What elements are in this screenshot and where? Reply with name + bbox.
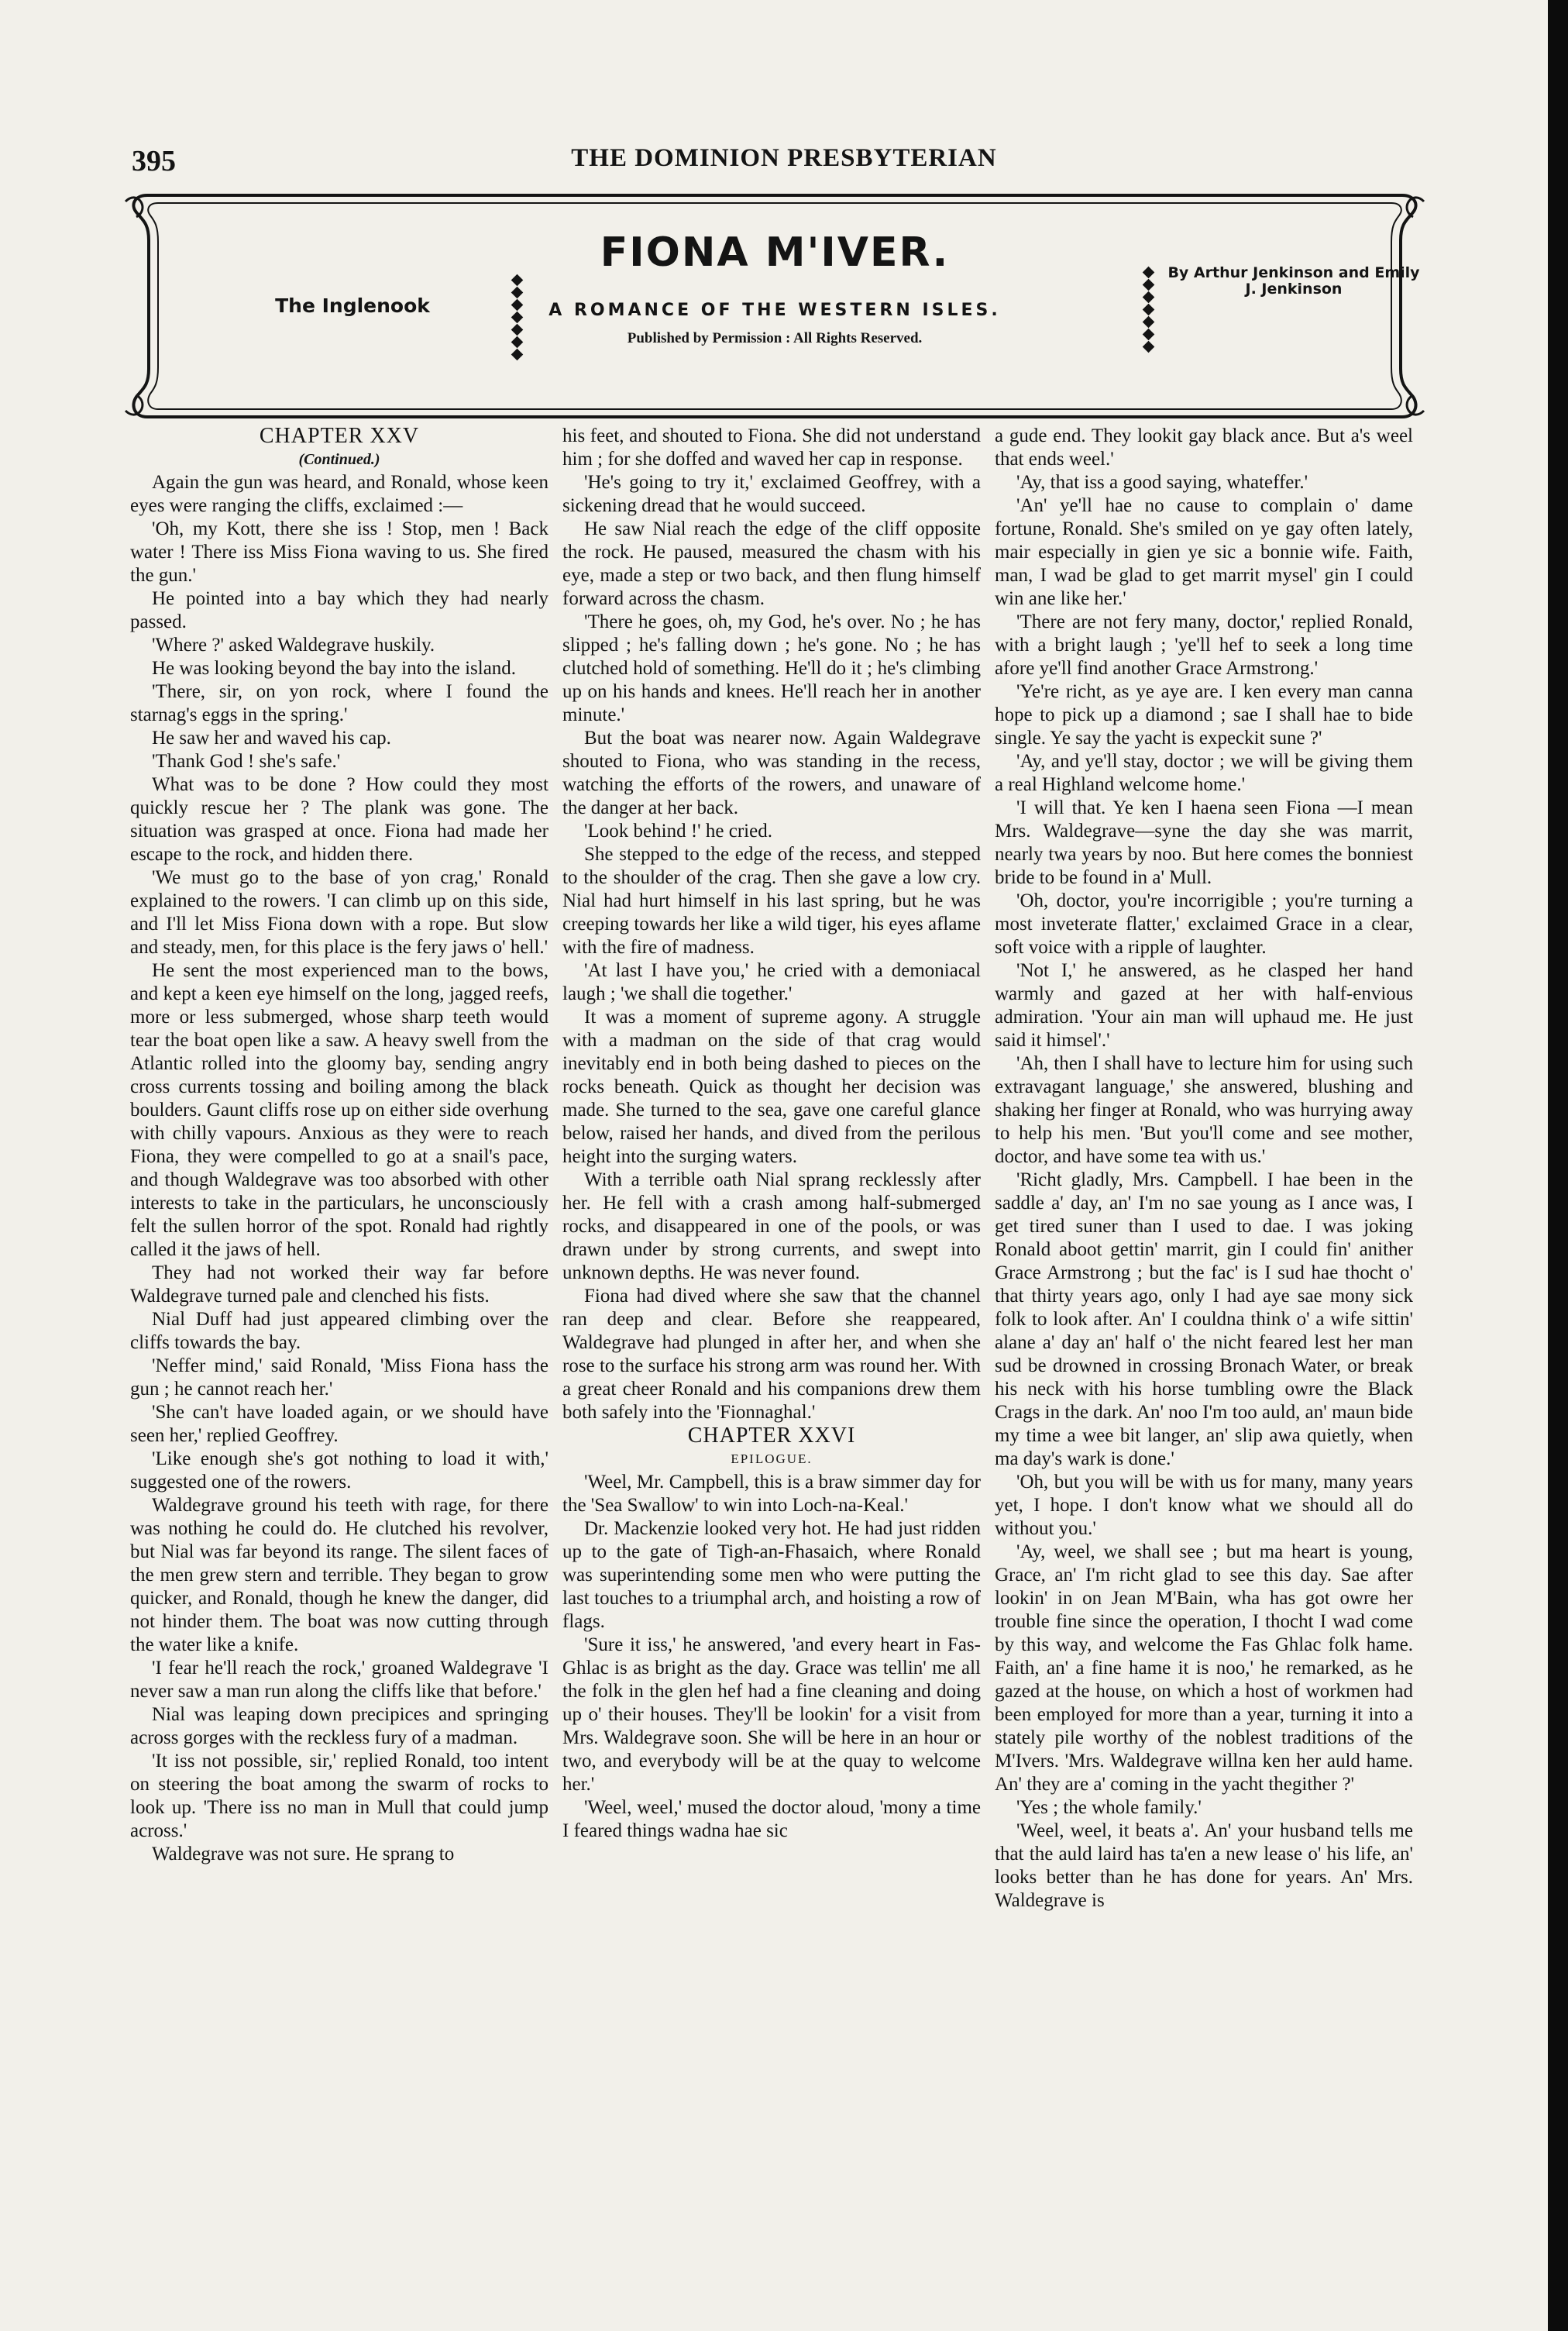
paragraph: He saw Nial reach the edge of the cliff opposite the rock. He paused, measured the chasm with his eye, made a step or two back, and then flung himself forward across the chasm. (562, 518, 981, 609)
paragraph: 'Sure it iss,' he answered, 'and every heart in Fas-Ghlac is as bright as the day. Grace was tellin' me all the folk in the glen hef had a fine cleaning and doing up o' their houses. They'll be lookin' for a visit from Mrs. Waldegrave soon. She will be here in an hour or two, and everybody will be at the quay to welcome her.' (562, 1634, 981, 1795)
text-column-1 (130, 425, 548, 2285)
paragraph: What was to be done ? How could they most quickly rescue her ? The plank was gone. The situation was grasped at once. Fiona had made her escape to the rock, and hidden there. (130, 774, 548, 865)
paragraph: Nial Duff had just appeared climbing over the cliffs towards the bay. (130, 1309, 548, 1353)
permission-notice: Published by Permission : All Rights Reserved. (627, 330, 923, 346)
paragraph: 'Richt gladly, Mrs. Campbell. I hae been in the saddle a' day, an' I'm no sae young as I ance was, I get tired suner than I used to dae. I was joking Ronald aboot gettin' marrit, gin I could fin' anither Grace Armstrong ; but the fac' is I sud hae thocht o' that thirty years ago, only I had aye sae mony sick folk to look after. An' I couldna think o' a wife sittin' alane a' day an' half o' the nicht feared lest her man sud be drowned in crossing Bronach Water, or break his neck with his horse tumbling owre the Black Crags in the dark. An' noo I'm too auld, an' maun bide my time a wee bit langer, an' slip awa quietly, when ma day's wark is done.' (995, 1169, 1413, 1469)
paragraph: Dr. Mackenzie looked very hot. He had just ridden up to the gate of Tigh-an-Fhasaich, where Ronald was superintending some men who were putting the last touches to a triumphal arch, and hoisting a row of flags. (562, 1518, 981, 1632)
page-number: 395 (132, 145, 176, 177)
paragraph: 'Not I,' he answered, as he clasped her hand warmly and gazed at her with half-envious admiration. 'Your ain man will uphaud me. He just said it himsel'.' (995, 960, 1413, 1051)
paragraph: 'Ye're richt, as ye aye are. I ken every man canna hope to pick up a diamond ; sae I shall hae to bide single. Ye say the yacht is expeckit sune ?' (995, 681, 1413, 749)
paragraph: He sent the most experienced man to the bows, and kept a keen eye himself on the long, jagged reefs, more or less submerged, whose sharp teeth would tear the boat open like a saw. A heavy swell from the Atlantic rolled into the gloomy bay, sending angry cross currents tossing and boiling among the black boulders. Gaunt cliffs rose up on either side overhung with chilly vapours. Anxious as they were to reach Fiona, they were compelled to go at a snail's pace, and though Waldegrave was too absorbed with other interests to take in the particulars, he unconsciously felt the sullen horror of the spot. Ronald had rightly called it the jaws of hell. (130, 960, 548, 1260)
paragraph: Nial was leaping down precipices and springing across gorges with the reckless fury of a madman. (130, 1704, 548, 1748)
text-column-2 (562, 425, 981, 2285)
story-subtitle: A ROMANCE OF THE WESTERN ISLES. (548, 301, 1001, 320)
paragraph: 'Ah, then I shall have to lecture him for using such extravagant language,' she answered, blushing and shaking her finger at Ronald, who was hurrying away to help his men. 'But you'll come and see mother, doctor, and have some tea with us.' (995, 1053, 1413, 1167)
paragraph: They had not worked their way far before Waldegrave turned pale and clenched his fists. (130, 1262, 548, 1307)
paragraph: 'There he goes, oh, my God, he's over. No ; he has slipped ; he's falling down ; he's gone. No ; he has clutched hold of something. He'll do it ; he's climbing up on his hands and knees. He'll reach her in another minute.' (562, 611, 981, 725)
paragraph: 'Look behind !' he cried. (584, 821, 772, 842)
text-column-3 (995, 425, 1413, 2285)
paragraph: 'Weel, Mr. Campbell, this is a braw simmer day for the 'Sea Swallow' to win into Loch-na-Keal.' (562, 1472, 981, 1516)
department-label: The Inglenook (275, 294, 430, 317)
paragraph: He was looking beyond the bay into the island. (152, 658, 517, 679)
running-head: THE DOMINION PRESBYTERIAN (571, 144, 997, 172)
paragraph: She stepped to the edge of the recess, and stepped to the shoulder of the crag. Then she gave a low cry. Nial had hurt himself in his last spring, but he was creeping towards her like a wild tiger, his eyes aflame with the fire of madness. (562, 844, 981, 958)
paragraph: 'We must go to the base of yon crag,' Ronald explained to the rowers. 'I can climb up on this side, and I'll let Miss Fiona down with a rope. But slow and steady, men, for this place is the fery jaws o' hell.' (130, 867, 548, 958)
paragraph: a gude end. They lookit gay black ance. But a's weel that ends weel.' (995, 425, 1413, 470)
ornament-dots-right (1143, 268, 1154, 355)
paragraph: With a terrible oath Nial sprang recklessly after her. He fell with a crash among half-submerged rocks, and disappeared in one of the pools, or was drawn under by strong currents, and swept into unknown depths. He was never found. (562, 1169, 981, 1283)
paragraph: Waldegrave ground his teeth with rage, for there was nothing he could do. He clutched his revolver, but Nial was far beyond its range. The silent faces of the men grew stern and terrible. They began to grow quicker, and Ronald, though he knew the danger, did not hinder them. The boat was now cutting through the water like a knife. (130, 1495, 548, 1655)
paragraph: 'Thank God ! she's safe.' (152, 751, 341, 772)
paragraph: 'Like enough she's got nothing to load it with,' suggested one of the rowers. (130, 1448, 548, 1493)
paragraph: 'An' ye'll hae no cause to complain o' dame fortune, Ronald. She's smiled on ye gay often lately, mair especially in gien ye sic a bonnie wife. Faith, man, I wad be glad to get marrit mysel' gin I could win ane like her.' (995, 495, 1413, 609)
paragraph: 'I fear he'll reach the rock,' groaned Waldegrave 'I never saw a man run along the cliffs like that before.' (130, 1658, 548, 1702)
paragraph: 'Yes ; the whole family.' (1016, 1797, 1202, 1818)
paragraph: 'There are not fery many, doctor,' replied Ronald, with a bright laugh ; 'ye'll hef to seek a long time afore ye'll find another Grace Armstrong.' (995, 611, 1413, 679)
paragraph: 'Oh, my Kott, there she iss ! Stop, men ! Back water ! There iss Miss Fiona waving to us. She fired the gun.' (130, 518, 548, 586)
paragraph: his feet, and shouted to Fiona. She did not understand him ; for she doffed and waved her cap in response. (562, 425, 981, 470)
epilogue-heading: EPILOGUE. (731, 1451, 813, 1466)
paragraph: 'I will that. Ye ken I haena seen Fiona —I mean Mrs. Waldegrave—syne the day she was marrit, nearly twa years by noo. But here comes the bonniest bride to be found in a' Mull. (995, 797, 1413, 888)
paragraph: 'Oh, but you will be with us for many, many years yet, I hope. I don't know what we should all do without you.' (995, 1472, 1413, 1539)
paragraph: Fiona had dived where she saw that the channel ran deep and clear. Before she reappeared, Waldegrave had plunged in after her, and when she rose to the surface his strong arm was round her. With a great cheer Ronald and his companions drew them both safely into the 'Fionnaghal.' (562, 1286, 981, 1423)
paragraph: 'It iss not possible, sir,' replied Ronald, too intent on steering the boat among the swarm of rocks to look up. 'There iss no man in Mull that could jump across.' (130, 1751, 548, 1841)
paragraph: 'There, sir, on yon rock, where I found the starnag's eggs in the spring.' (130, 681, 548, 725)
paragraph: 'At last I have you,' he cried with a demoniacal laugh ; 'we shall die together.' (562, 960, 981, 1004)
paragraph: 'Ay, weel, we shall see ; but ma heart is young, Grace, an' I'm richt glad to see this day. Sae after lookin' in on Jean M'Bain, wha has got owre her trouble fine since the operation, I thocht I wad come by this way, and welcome the Fas Ghlac folk hame. Faith, an' a fine hame it is noo,' he remarked, as he gazed at the house, on which a host of workmen had been employed for more than a year, turning it into a stately pile worthy of the noblest traditions of the M'Ivers. 'Mrs. Waldegrave willna ken her auld hame. An' they are a' coming in the yacht thegither ?' (995, 1541, 1413, 1795)
paragraph: 'He's going to try it,' exclaimed Geoffrey, with a sickening dread that he would succeed. (562, 472, 981, 516)
story-title: FIONA M'IVER. (600, 229, 950, 276)
paragraph: 'She can't have loaded again, or we should have seen her,' replied Geoffrey. (130, 1402, 548, 1446)
paragraph: He saw her and waved his cap. (152, 728, 391, 749)
paragraph: 'Weel, weel, it beats a'. An' your husband tells me that the auld laird has ta'en a new lease o' his life, an' looks better than he has done for years. An' Mrs. Waldegrave is (995, 1820, 1413, 1911)
paragraph: But the boat was nearer now. Again Waldegrave shouted to Fiona, who was standing in the recess, watching the efforts of the rowers, and unaware of the danger at her back. (562, 728, 981, 818)
chapter-heading: CHAPTER XXV (259, 424, 420, 448)
paragraph: 'Ay, that iss a good saying, whateffer.' (1016, 472, 1308, 493)
paragraph: 'Neffer mind,' said Ronald, 'Miss Fiona hass the gun ; he cannot reach her.' (130, 1355, 548, 1400)
paragraph: He pointed into a bay which they had nearly passed. (130, 588, 548, 632)
chapter-heading: CHAPTER XXVI (687, 1424, 856, 1448)
paragraph: Waldegrave was not sure. He sprang to (152, 1844, 455, 1864)
continued-note: (Continued.) (298, 451, 380, 468)
paragraph: Again the gun was heard, and Ronald, whose keen eyes were ranging the cliffs, exclaimed :— (130, 472, 548, 516)
byline: By Arthur Jenkinson and Emily J. Jenkinson (1167, 264, 1420, 298)
title-frame (124, 186, 1425, 426)
paragraph: 'Weel, weel,' mused the doctor aloud, 'mony a time I feared things wadna hae sic (562, 1797, 981, 1841)
paragraph: It was a moment of supreme agony. A struggle with a madman on the side of that crag would inevitably end in both being dashed to pieces on the rocks beneath. Quick as thought her decision was made. She turned to the sea, gave one careful glance below, raised her hands, and dived from the perilous height into the surging waters. (562, 1007, 981, 1167)
paragraph: 'Oh, doctor, you're incorrigible ; you're turning a most inveterate flatter,' exclaimed Grace in a clear, soft voice with a ripple of laughter. (995, 890, 1413, 958)
page-edge-shadow (1548, 0, 1568, 2331)
paragraph: 'Ay, and ye'll stay, doctor ; we will be giving them a real Highland welcome home.' (995, 751, 1413, 795)
paragraph: 'Where ?' asked Waldegrave huskily. (152, 635, 435, 656)
